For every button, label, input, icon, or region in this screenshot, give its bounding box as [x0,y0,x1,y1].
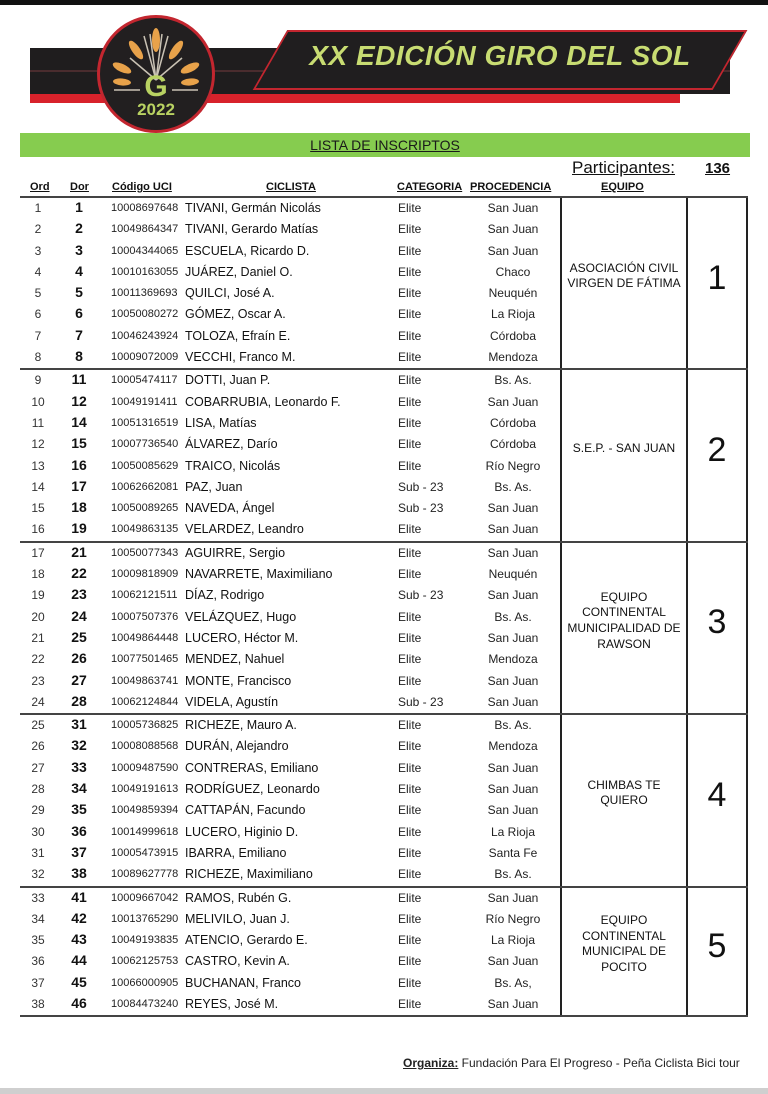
rider-category: Elite [398,350,422,365]
rider-uci-code: 10004344065 [111,244,179,257]
rider-name: JUÁREZ, Daniel O. [185,264,293,279]
rider-category: Elite [398,845,422,860]
rider-uci-code: 10062662081 [111,480,179,493]
rider-name: TRAICO, Nicolás [185,458,281,473]
team-number-cell [688,888,748,1016]
event-logo [97,15,215,133]
rider-name: RICHEZE, Mauro A. [185,718,297,733]
team-name: EQUIPO CONTINENTAL MUNICIPALIDAD DE RAWSON [567,589,681,651]
rider-origin: Bs. As. [494,718,532,733]
rider-category: Elite [398,307,422,322]
rider-name: VELARDEZ, Leandro [185,522,304,537]
rider-bib: 22 [71,565,87,582]
rider-name: DOTTI, Juan P. [185,373,271,388]
col-header-categoria: CATEGORIA [397,181,463,193]
team-number-cell [688,370,748,540]
rider-bib: 7 [75,326,83,343]
rider-category: Elite [398,373,422,388]
col-header-equipo: EQUIPO [601,181,644,193]
rider-ord: 37 [31,975,45,990]
rider-bib: 42 [71,909,87,926]
rider-category: Elite [398,415,422,430]
rider-category: Elite [398,975,422,990]
team-name-cell [560,543,688,713]
rider-name: LISA, Matías [185,415,257,430]
rider-ord: 13 [31,458,45,473]
rider-uci-code: 10049193835 [111,934,179,947]
rider-category: Elite [398,933,422,948]
rider-category: Elite [398,739,422,754]
rider-category: Elite [398,824,422,839]
rider-origin: Bs. As. [494,609,532,624]
rider-origin: San Juan [487,588,539,603]
rider-uci-code: 10062124844 [111,695,179,708]
rider-bib: 1 [75,199,83,215]
rider-category: Sub - 23 [398,479,444,494]
rider-bib: 44 [71,952,87,969]
rider-ord: 5 [34,286,42,301]
team-group [20,368,748,540]
rider-bib: 32 [71,737,87,754]
team-number: 5 [707,926,727,965]
rider-uci-code: 10062121511 [111,589,178,602]
team-number: 1 [707,258,727,297]
rider-origin: San Juan [487,803,539,818]
rider-name: TOLOZA, Efraín E. [185,328,291,343]
rider-ord: 18 [31,567,45,582]
rider-origin: Bs. As. [494,479,532,494]
rider-name: RICHEZE, Maximiliano [185,867,313,882]
team-name: EQUIPO CONTINENTAL MUNICIPAL DE POCITO [581,913,666,974]
rider-ord: 23 [31,673,45,688]
rider-origin: Mendoza [488,739,538,754]
rider-uci-code: 10049191411 [111,395,178,408]
rider-name: ATENCIO, Gerardo E. [185,933,308,948]
team-number: 4 [707,775,727,814]
rider-uci-code: 10049191613 [111,783,179,796]
team-group [20,886,748,1018]
rider-name: PAZ, Juan [185,479,243,494]
rider-uci-code: 10014999618 [111,825,179,838]
team-number-cell [688,543,748,713]
rider-bib: 28 [71,692,87,709]
team-name: CHIMBAS TE QUIERO [587,777,661,808]
team-number: 2 [707,431,727,470]
rider-ord: 6 [34,307,42,322]
rider-uci-code: 10011369693 [111,287,178,300]
rider-ord: 14 [31,479,45,494]
logo-year: 2022 [137,100,175,119]
rider-category: Elite [398,673,422,688]
rider-category: Elite [398,996,422,1011]
team-group [20,713,748,885]
rider-bib: 14 [71,413,87,430]
rider-name: MONTE, Francisco [185,673,292,688]
rider-category: Elite [398,522,422,537]
rider-origin: San Juan [487,760,539,775]
rider-category: Elite [398,567,422,582]
col-header-procedencia: PROCEDENCIA [470,181,552,193]
rider-uci-code: 10009818909 [111,568,179,581]
col-header-uci: Código UCI [112,181,172,193]
rider-bib: 3 [75,241,83,258]
rider-uci-code: 10007736540 [111,438,179,451]
rider-uci-code: 10009667042 [111,891,179,904]
rider-name: LUCERO, Héctor M. [185,630,299,645]
rider-name: MELIVILO, Juan J. [185,911,290,926]
rider-name: QUILCI, José A. [185,286,275,301]
rider-ord: 27 [31,760,45,775]
rider-uci-code: 10049863741 [111,674,179,687]
rider-uci-code: 10007507376 [111,610,179,623]
rider-uci-code: 10005474117 [111,374,178,387]
team-name-cell [560,370,688,540]
rider-name: TIVANI, Gerardo Matías [185,222,319,237]
rider-ord: 2 [34,222,42,237]
rider-category: Elite [398,954,422,969]
rider-bib: 41 [71,888,87,905]
rider-origin: San Juan [487,545,539,560]
rider-bib: 38 [71,865,87,882]
rider-origin: San Juan [487,954,539,969]
rider-uci-code: 10062125753 [111,955,179,968]
rider-uci-code: 10009072009 [111,351,179,364]
organizer-text: Fundación Para El Progreso - Peña Ciclista Bici tour [458,1056,740,1070]
rider-uci-code: 10050085629 [111,459,179,472]
rider-category: Elite [398,760,422,775]
rider-category: Elite [398,890,422,905]
rider-ord: 32 [31,867,45,882]
rider-name: CONTRERAS, Emiliano [185,760,319,775]
rider-ord: 7 [34,328,42,343]
team-name: S.E.P. - SAN JUAN [572,440,676,455]
rider-ord: 4 [34,264,42,279]
team-group [20,196,748,368]
rider-bib: 16 [71,456,87,473]
team-number-cell [688,198,748,368]
rider-category: Elite [398,243,422,258]
rider-name: DURÁN, Alejandro [185,739,289,754]
list-title: LISTA DE INSCRIPTOS [310,137,460,153]
rider-name: MENDEZ, Nahuel [185,652,285,667]
rider-ord: 3 [34,243,42,258]
rider-origin: Neuquén [488,286,538,301]
rider-origin: San Juan [487,673,539,688]
col-header-ciclista: CICLISTA [266,181,316,193]
rider-bib: 21 [71,543,87,560]
rider-category: Elite [398,458,422,473]
list-title-bar [20,133,750,157]
rider-ord: 12 [31,437,45,452]
rider-bib: 33 [71,758,87,775]
rider-category: Elite [398,867,422,882]
team-number: 3 [707,603,727,642]
rider-origin: Bs. As. [494,867,532,882]
rider-origin: San Juan [487,501,539,516]
rider-ord: 24 [31,694,45,709]
rider-ord: 17 [31,545,45,560]
rider-ord: 21 [31,630,45,645]
rider-origin: Bs. As. [494,373,532,388]
rider-name: IBARRA, Emiliano [185,845,287,860]
rider-category: Elite [398,630,422,645]
rider-category: Elite [398,609,422,624]
rider-name: ÁLVAREZ, Darío [185,437,278,452]
rider-uci-code: 10049864347 [111,223,179,236]
rider-origin: San Juan [487,782,539,797]
rider-origin: Río Negro [485,911,541,926]
rider-ord: 25 [31,718,45,733]
rider-ord: 15 [31,501,45,516]
team-name: ASOCIACIÓN CIVIL VIRGEN DE FÁTIMA [567,260,681,291]
rider-ord: 16 [31,522,45,537]
rider-uci-code: 10089627778 [111,868,179,881]
rider-ord: 8 [34,350,42,365]
team-name-cell [560,715,688,885]
rider-bib: 11 [71,371,87,388]
rider-name: NAVARRETE, Maximiliano [185,567,333,582]
rider-category: Sub - 23 [398,694,444,709]
rider-category: Elite [398,652,422,667]
organizer-label: Organiza: [403,1056,459,1070]
rider-ord: 22 [31,652,45,667]
rider-origin: San Juan [487,243,539,258]
rider-bib: 37 [71,843,87,860]
rider-bib: 46 [71,994,87,1011]
rider-origin: San Juan [487,394,539,409]
rider-name: CATTAPÁN, Facundo [185,803,306,818]
rider-category: Elite [398,803,422,818]
rider-ord: 33 [31,890,45,905]
rider-name: VELÁZQUEZ, Hugo [185,609,297,624]
rider-origin: Mendoza [488,652,538,667]
rider-bib: 27 [71,671,87,688]
rider-origin: San Juan [487,996,539,1011]
team-name-cell [560,198,688,368]
rider-ord: 36 [31,954,45,969]
rider-category: Elite [398,437,422,452]
rider-origin: Córdoba [489,415,537,430]
rider-uci-code: 10010163055 [111,265,179,278]
rider-category: Elite [398,201,422,215]
svg-text:G: G [144,70,168,103]
rider-origin: Chaco [495,264,531,279]
rider-category: Sub - 23 [398,501,444,516]
rider-uci-code: 10050089265 [111,502,179,515]
col-header-dor: Dor [70,181,89,193]
rider-category: Sub - 23 [398,588,444,603]
rider-uci-code: 10005736825 [111,719,179,732]
rider-bib: 43 [71,931,87,948]
participants-label: Participantes: [572,158,675,177]
rider-name: LUCERO, Higinio D. [185,824,299,839]
rider-origin: Mendoza [488,350,538,365]
rider-name: VIDELA, Agustín [185,694,279,709]
rider-uci-code: 10005473915 [111,846,179,859]
rider-category: Elite [398,718,422,733]
rider-uci-code: 10008088568 [111,740,179,753]
rider-bib: 12 [71,392,87,409]
rider-origin: San Juan [487,201,539,215]
rider-uci-code: 10049864448 [111,631,179,644]
rider-origin: San Juan [487,222,539,237]
rider-ord: 9 [34,373,42,388]
rider-category: Elite [398,264,422,279]
rider-ord: 1 [34,201,42,215]
rider-uci-code: 10009487590 [111,761,179,774]
rider-bib: 26 [71,650,87,667]
rider-ord: 34 [31,911,45,926]
rider-name: CASTRO, Kevin A. [185,954,290,969]
rider-ord: 31 [31,845,45,860]
rider-uci-code: 10050080272 [111,308,179,321]
rider-category: Elite [398,545,422,560]
team-number-cell [688,715,748,885]
rider-bib: 18 [71,499,87,516]
rider-uci-code: 10046243924 [111,329,179,342]
rider-bib: 4 [75,262,83,279]
rider-ord: 20 [31,609,45,624]
rider-bib: 31 [71,716,87,733]
rider-bib: 5 [75,284,83,301]
rider-uci-code: 10049859394 [111,804,179,817]
participants-count: 136 [705,160,731,177]
rider-category: Elite [398,782,422,797]
rider-uci-code: 10066000905 [111,976,179,989]
rider-name: NAVEDA, Ángel [185,501,275,516]
rider-bib: 8 [75,348,83,365]
rider-bib: 35 [71,801,87,818]
rider-origin: Río Negro [485,458,541,473]
rider-name: ESCUELA, Ricardo D. [185,243,310,258]
rider-category: Elite [398,222,422,237]
rider-category: Elite [398,394,422,409]
rider-origin: Córdoba [489,437,537,452]
rider-name: REYES, José M. [185,996,279,1011]
riders-table [20,196,748,1017]
rider-origin: La Rioja [490,824,536,839]
rider-name: GÓMEZ, Oscar A. [185,307,286,322]
rider-origin: San Juan [487,522,539,537]
organizer-footer [403,1056,740,1070]
rider-uci-code: 10008697648 [111,202,179,214]
bottom-border [0,1088,768,1094]
rider-category: Elite [398,911,422,926]
rider-ord: 30 [31,824,45,839]
rider-name: RAMOS, Rubén G. [185,890,292,905]
rider-name: RODRÍGUEZ, Leonardo [185,782,320,797]
rider-bib: 6 [75,305,83,322]
rider-name: COBARRUBIA, Leonardo F. [185,394,341,409]
rider-origin: Neuquén [488,567,538,582]
rider-name: DÍAZ, Rodrigo [185,588,265,603]
rider-name: TIVANI, Germán Nicolás [185,201,321,215]
rider-origin: Santa Fe [488,845,538,860]
rider-origin: Bs. As, [494,975,532,990]
rider-category: Elite [398,286,422,301]
rider-bib: 17 [71,477,87,494]
rider-ord: 11 [31,415,45,430]
rider-bib: 15 [71,435,87,452]
top-border [0,0,768,5]
team-group [20,541,748,713]
col-header-ord: Ord [30,181,50,193]
rider-name: VECCHI, Franco M. [185,350,296,365]
rider-name: AGUIRRE, Sergio [185,545,286,560]
rider-category: Elite [398,328,422,343]
rider-origin: La Rioja [490,933,536,948]
rider-bib: 23 [71,586,87,603]
rider-bib: 2 [75,220,83,237]
rider-uci-code: 10050077343 [111,546,179,559]
rider-ord: 38 [31,996,45,1011]
rider-bib: 45 [71,973,87,990]
rider-origin: La Rioja [490,307,536,322]
rider-ord: 35 [31,933,45,948]
rider-name: BUCHANAN, Franco [185,975,301,990]
rider-bib: 36 [71,822,87,839]
rider-ord: 26 [31,739,45,754]
rider-ord: 19 [31,588,45,603]
rider-uci-code: 10049863135 [111,523,179,536]
rider-uci-code: 10013765290 [111,912,179,925]
rider-bib: 34 [71,780,87,797]
event-title: XX EDICIÓN GIRO DEL SOL [309,40,691,71]
rider-bib: 25 [71,628,87,645]
rider-bib: 24 [71,607,87,624]
rider-origin: Córdoba [489,328,537,343]
rider-uci-code: 10051316519 [111,416,179,429]
rider-bib: 19 [71,520,87,537]
event-banner [0,10,768,125]
rider-origin: San Juan [487,694,539,709]
team-name-cell [560,888,688,1016]
rider-ord: 29 [31,803,45,818]
rider-uci-code: 10077501465 [111,653,179,666]
rider-uci-code: 10084473240 [111,997,179,1010]
rider-ord: 28 [31,782,45,797]
rider-ord: 10 [31,394,45,409]
rider-origin: San Juan [487,890,539,905]
rider-origin: San Juan [487,630,539,645]
